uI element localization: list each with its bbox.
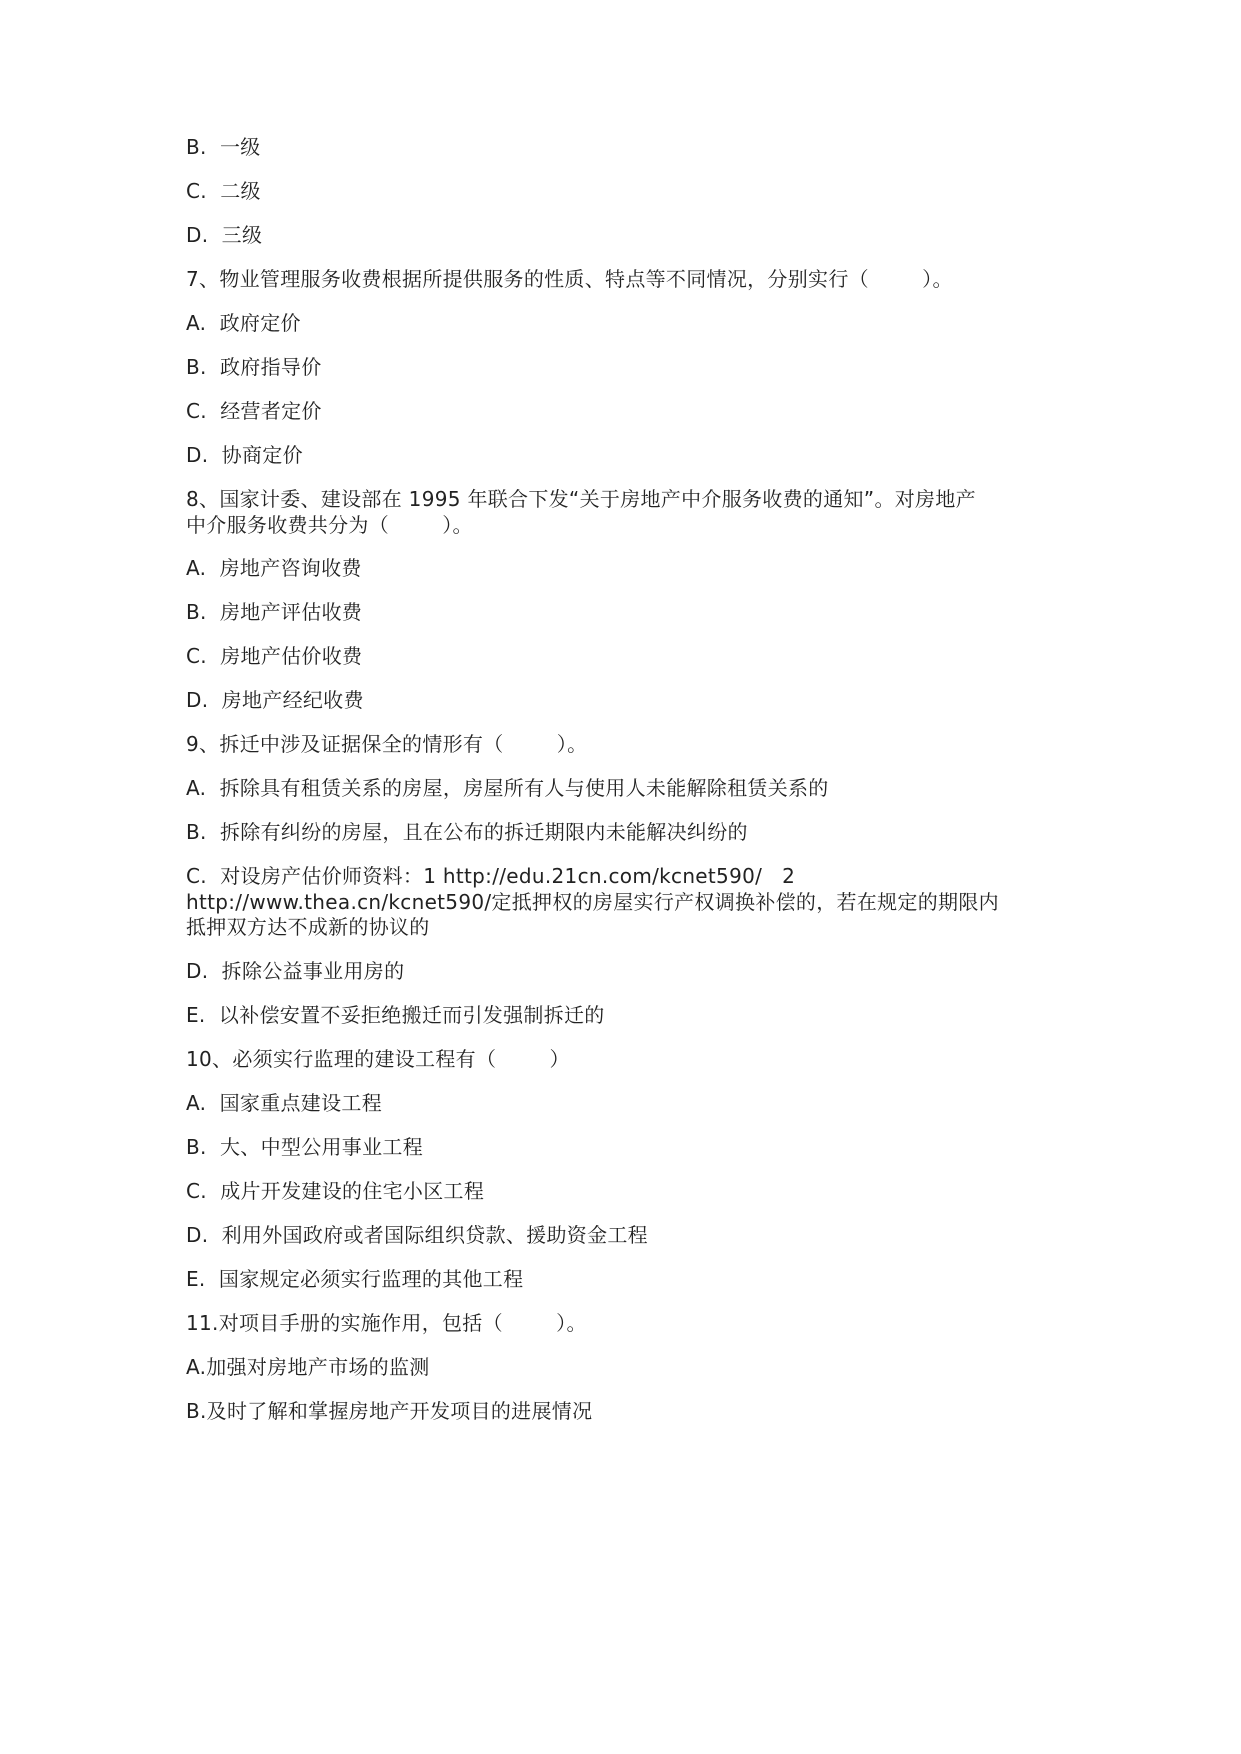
option-b-q7: B. 政府指导价 — [186, 355, 322, 379]
option-b-q9: B. 拆除有纠纷的房屋，且在公布的拆迁期限内未能解决纠纷的 — [186, 820, 748, 844]
option-b-q11: B.及时了解和掌握房地产开发项目的进展情况 — [186, 1399, 593, 1423]
option-c-q7: C. 经营者定价 — [186, 399, 322, 423]
option-d-q9: D. 拆除公益事业用房的 — [186, 959, 405, 983]
option-c-q9-line-1: C. 对设房产估价师资料：1 http://edu.21cn.com/kcnet590/ 2 — [186, 864, 796, 888]
option-d-q6: D. 三级 — [186, 223, 263, 247]
option-c-q9-line-3: 抵押双方达不成新的协议的 — [186, 915, 430, 939]
option-c-q6: C. 二级 — [186, 179, 261, 203]
option-b-q6: B. 一级 — [186, 135, 261, 159]
question-11: 11.对项目手册的实施作用，包括（ ）。 — [186, 1311, 587, 1335]
option-a-q8: A. 房地产咨询收费 — [186, 556, 362, 580]
question-9: 9、拆迁中涉及证据保全的情形有（ ）。 — [186, 732, 588, 756]
option-a-q7: A. 政府定价 — [186, 311, 301, 335]
option-b-q8: B. 房地产评估收费 — [186, 600, 363, 624]
option-b-q10: B. 大、中型公用事业工程 — [186, 1135, 423, 1159]
option-e-q10: E. 国家规定必须实行监理的其他工程 — [186, 1267, 524, 1291]
option-a-q9: A. 拆除具有租赁关系的房屋，房屋所有人与使用人未能解除租赁关系的 — [186, 776, 829, 800]
question-7: 7、物业管理服务收费根据所提供服务的性质、特点等不同情况，分别实行（ ）。 — [186, 267, 953, 291]
option-c-q10: C. 成片开发建设的住宅小区工程 — [186, 1179, 485, 1203]
option-e-q9: E. 以补偿安置不妥拒绝搬迁而引发强制拆迁的 — [186, 1003, 605, 1027]
option-d-q10: D. 利用外国政府或者国际组织贷款、援助资金工程 — [186, 1223, 648, 1247]
option-a-q11: A.加强对房地产市场的监测 — [186, 1355, 430, 1379]
question-8-line-2: 中介服务收费共分为（ ）。 — [186, 513, 473, 537]
option-d-q7: D. 协商定价 — [186, 443, 303, 467]
option-c-q9-line-2: http://www.thea.cn/kcnet590/定抵押权的房屋实行产权调换补偿的，若在规定的期限内 — [186, 890, 999, 914]
question-8-line-1: 8、国家计委、建设部在 1995 年联合下发“关于房地产中介服务收费的通知”。对房地产 — [186, 487, 976, 511]
question-10: 10、必须实行监理的建设工程有（ ） — [186, 1047, 570, 1071]
option-c-q8: C. 房地产估价收费 — [186, 644, 363, 668]
option-a-q10: A. 国家重点建设工程 — [186, 1091, 383, 1115]
option-d-q8: D. 房地产经纪收费 — [186, 688, 364, 712]
